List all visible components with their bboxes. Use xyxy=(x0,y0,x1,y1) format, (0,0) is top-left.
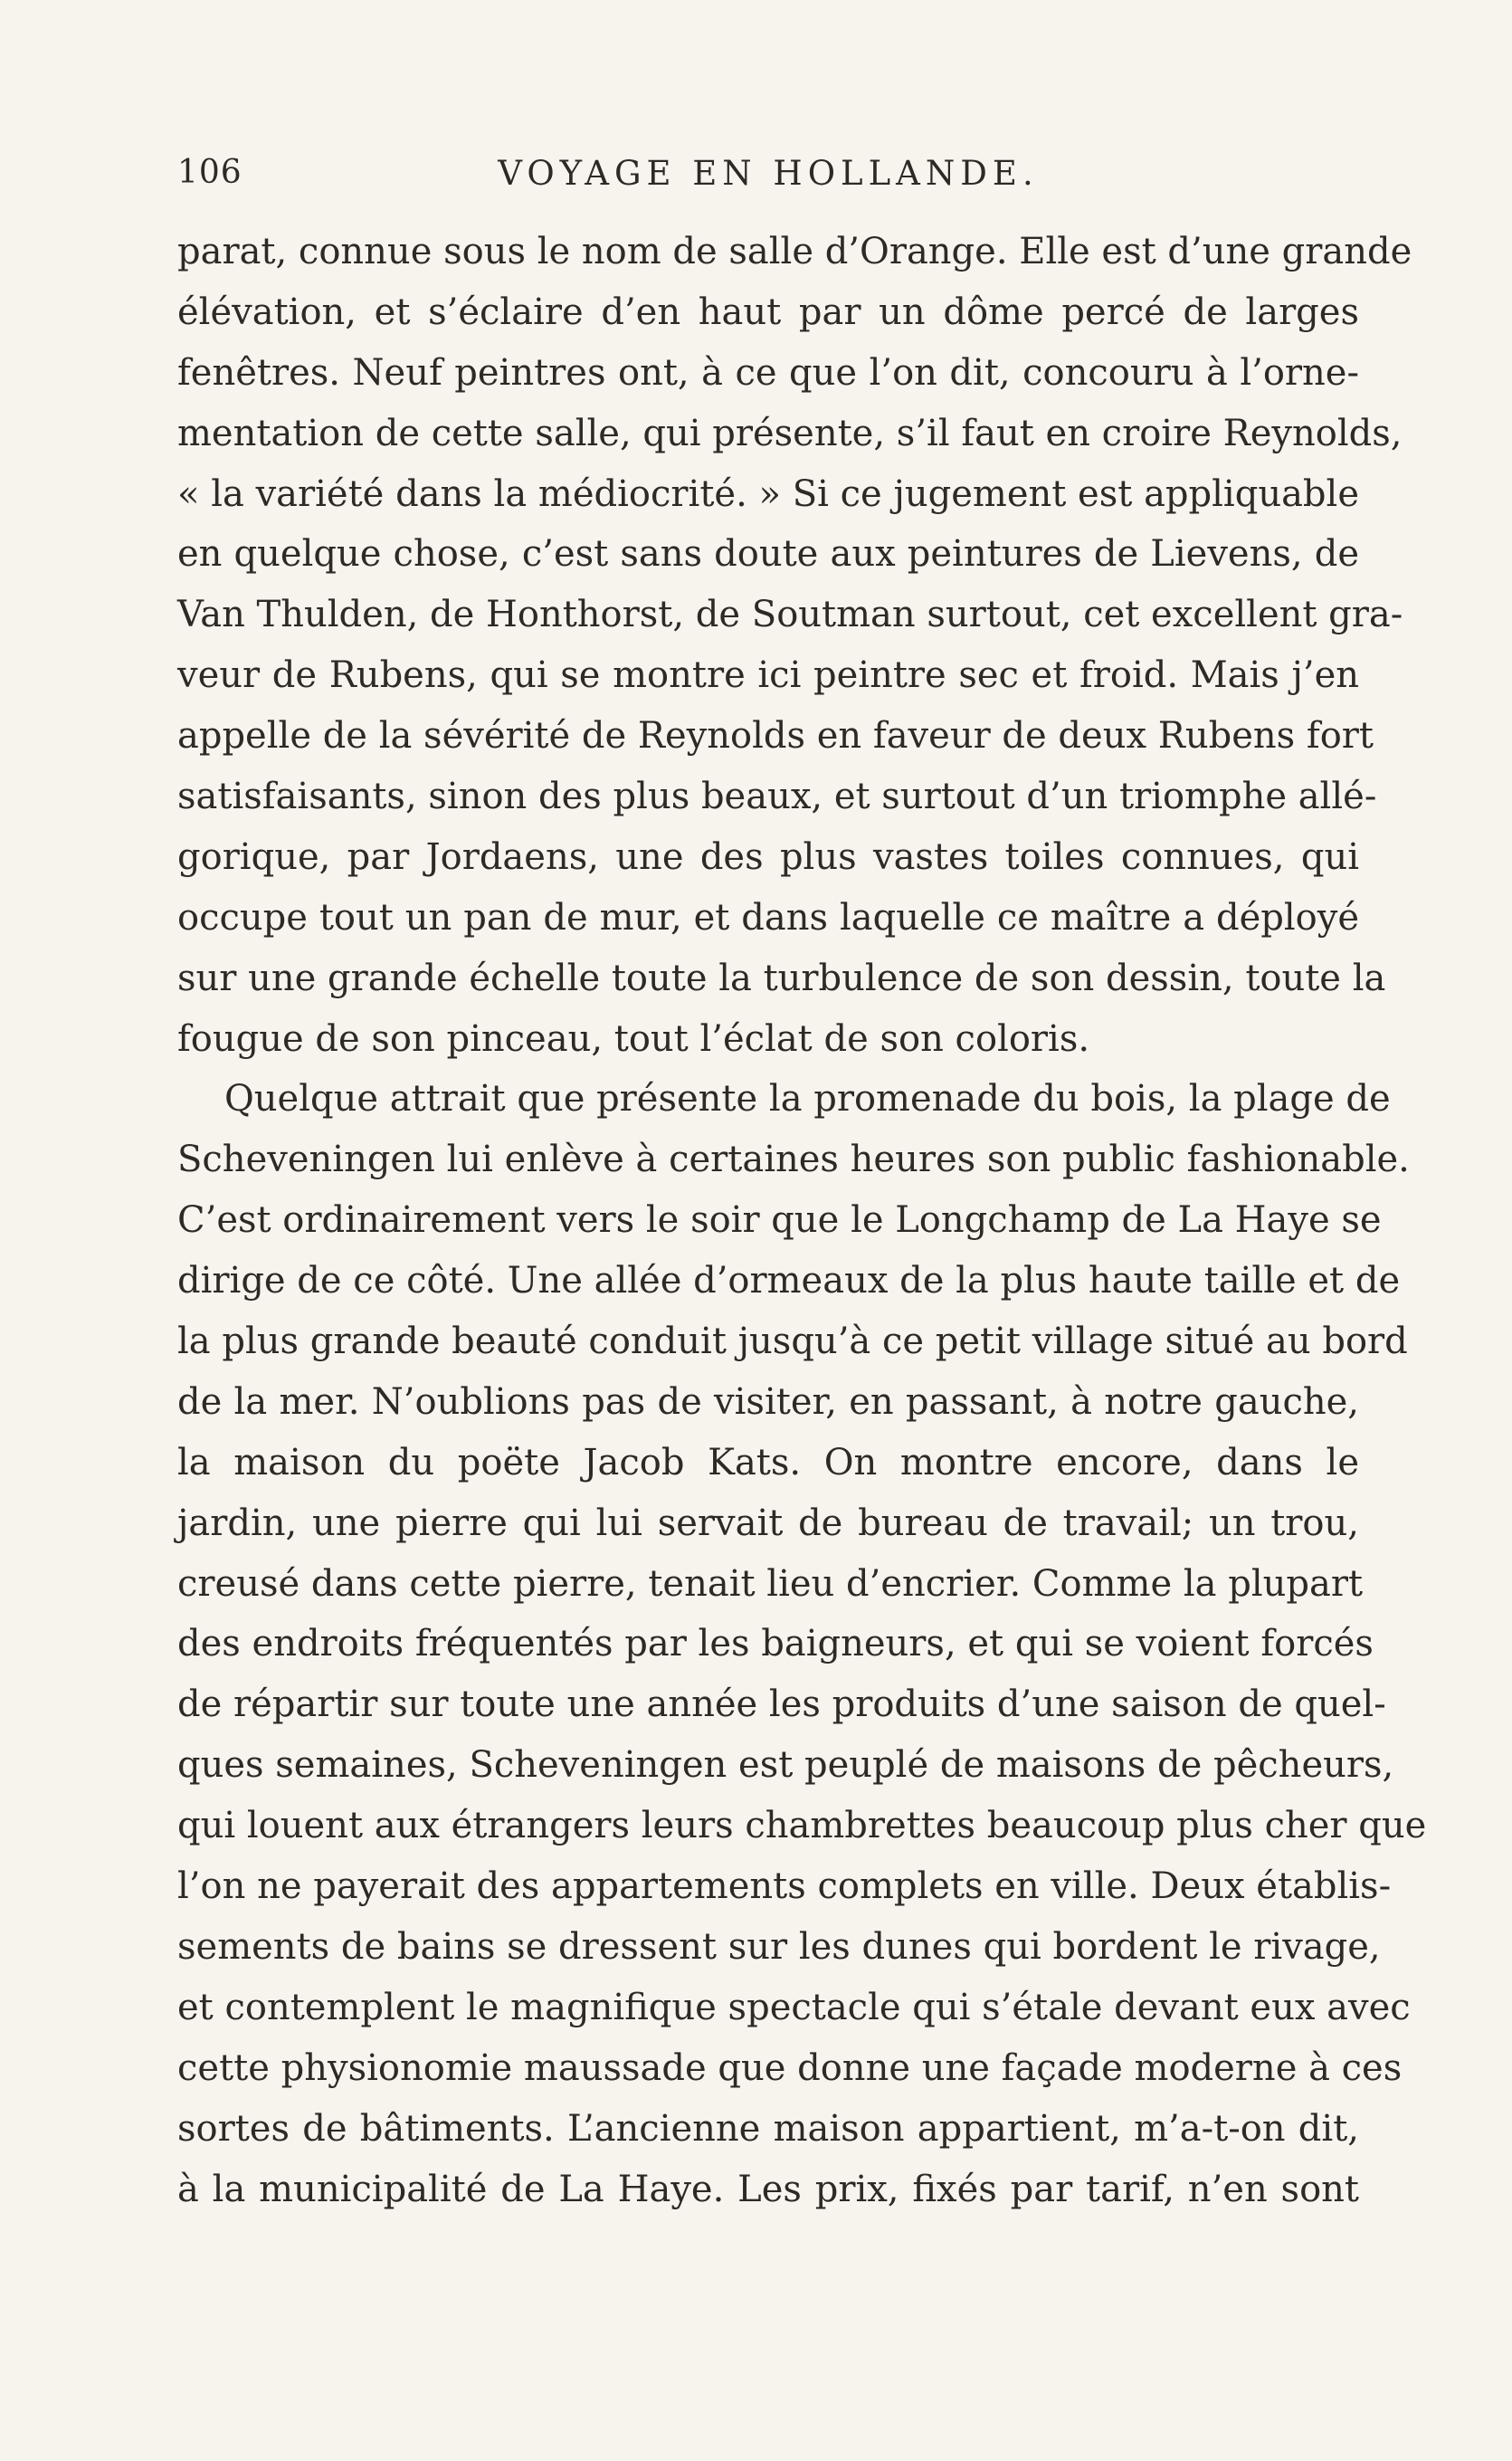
text-line: occupe tout un pan de mur, et dans laquelle ce maître a déployé xyxy=(177,896,1359,939)
text-line: « la variété dans la médiocrité. » Si ce jugement est appliquable xyxy=(177,472,1359,515)
text-line: de répartir sur toute une année les produits d’une saison de quel- xyxy=(177,1684,1386,1726)
text-line: veur de Rubens, qui se montre ici peintre sec et froid. Mais j’en xyxy=(177,654,1359,697)
text-line: creusé dans cette pierre, tenait lieu d’encrier. Comme la plupart xyxy=(177,1562,1364,1605)
text-line: la plus grande beauté conduit jusqu’à ce petit village situé au bord xyxy=(177,1321,1408,1363)
text-line: élévation, et s’éclaire d’en haut par un dôme percé de larges xyxy=(177,291,1359,333)
text-line: fougue de son pinceau, tout l’éclat de son coloris. xyxy=(177,1017,1090,1060)
text-line: à la municipalité de La Haye. Les prix, fixés par tarif, n’en sont xyxy=(177,2168,1359,2210)
text-line: et contemplent le magnifique spectacle qui s’étale devant eux avec xyxy=(177,1986,1411,2028)
text-line: sortes de bâtiments. L’ancienne maison appartient, m’a-t-on dit, xyxy=(177,2107,1359,2150)
text-line: Scheveningen lui enlève à certaines heures son public fashionable. xyxy=(177,1139,1410,1181)
text-line: la maison du poëte Jacob Kats. On montre encore, dans le xyxy=(177,1441,1359,1483)
text-line: C’est ordinairement vers le soir que le Longchamp de La Haye se xyxy=(177,1199,1382,1242)
text-line: satisfaisants, sinon des plus beaux, et surtout d’un triomphe allé- xyxy=(177,776,1377,818)
text-line: sements de bains se dressent sur les dunes qui bordent le rivage, xyxy=(177,1925,1381,1968)
text-line: appelle de la sévérité de Reynolds en faveur de deux Rubens fort xyxy=(177,715,1374,758)
text-line: sur une grande échelle toute la turbulence de son dessin, toute la xyxy=(177,957,1386,999)
text-line: mentation de cette salle, qui présente, s’il faut en croire Reynolds, xyxy=(177,412,1403,454)
page-header xyxy=(177,154,1359,208)
text-line: des endroits fréquentés par les baigneurs, et qui se voient forcés xyxy=(177,1623,1374,1665)
text-line: gorique, par Jordaens, une des plus vastes toiles connues, qui xyxy=(177,835,1359,878)
text-line: cette physionomie maussade que donne une façade moderne à ces xyxy=(177,2046,1403,2089)
text-line: dirige de ce côté. Une allée d’ormeaux de la plus haute taille et de xyxy=(177,1260,1401,1302)
text-line: fenêtres. Neuf peintres ont, à ce que l’on dit, concouru à l’orne- xyxy=(177,351,1359,394)
text-line: de la mer. N’oublions pas de visiter, en passant, à notre gauche, xyxy=(177,1380,1359,1423)
text-line: jardin, une pierre qui lui servait de bureau de travail; un trou, xyxy=(177,1502,1359,1544)
paragraph-start-line: Quelque attrait que présente la promenade du bois, la plage de xyxy=(224,1078,1391,1121)
body-text xyxy=(177,222,1427,2219)
text-line: Van Thulden, de Honthorst, de Soutman surtout, cet excellent gra- xyxy=(177,594,1403,636)
text-line: ques semaines, Scheveningen est peuplé de maisons de pêcheurs, xyxy=(177,1744,1394,1787)
text-line: en quelque chose, c’est sans doute aux peintures de Lievens, de xyxy=(177,533,1359,576)
running-title: VOYAGE EN HOLLANDE. xyxy=(498,154,1039,193)
text-line: qui louent aux étrangers leurs chambrettes beaucoup plus cher que xyxy=(177,1805,1427,1847)
page-number: 106 xyxy=(177,154,242,191)
text-line: l’on ne payerait des appartements complets en ville. Deux établis- xyxy=(177,1865,1392,1908)
text-line: parat, connue sous le nom de salle d’Orange. Elle est d’une grande xyxy=(177,231,1412,272)
